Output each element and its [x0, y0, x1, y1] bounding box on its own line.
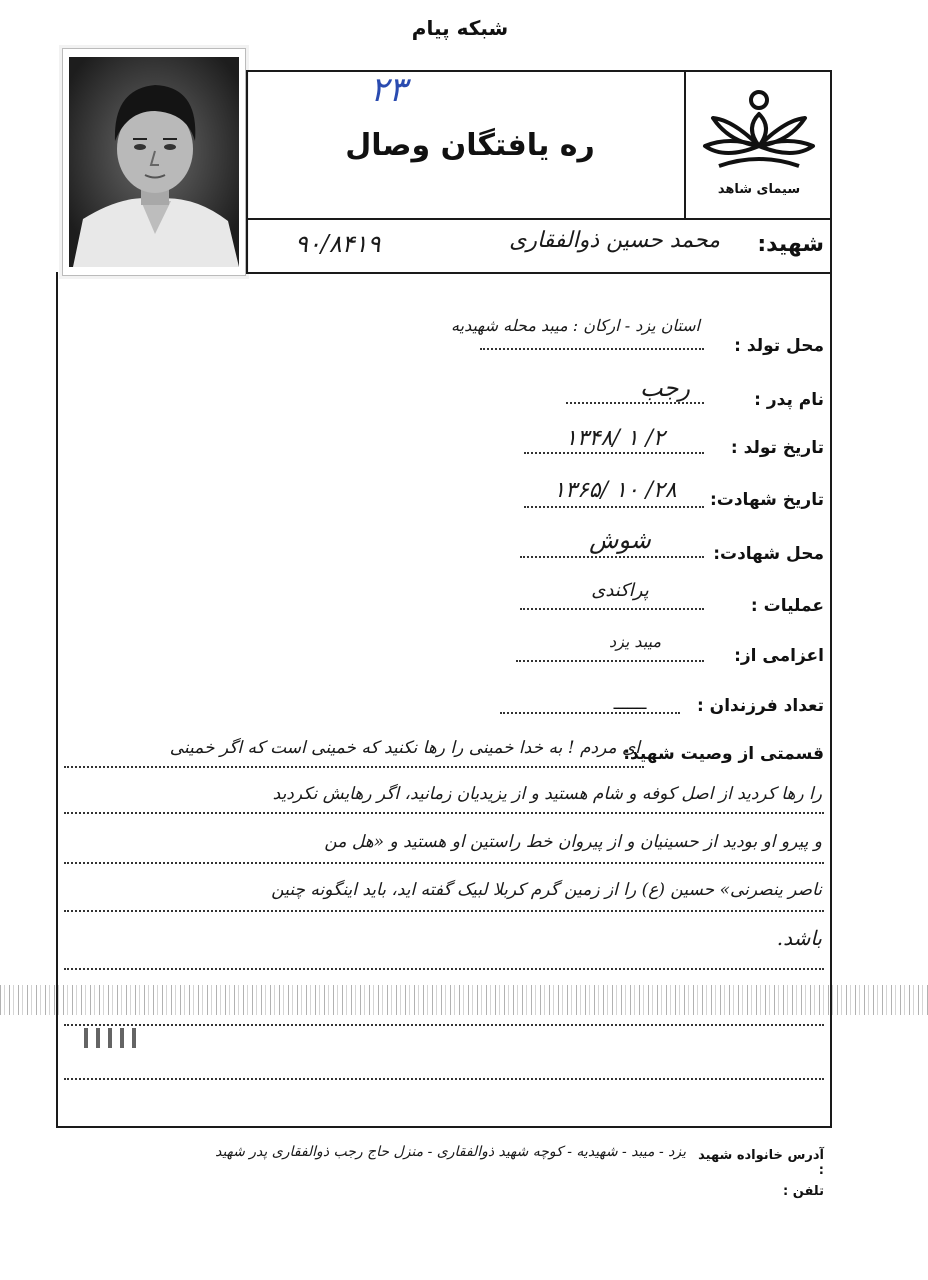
birthplace-dots — [480, 348, 704, 350]
dispatched-value: میبد یزد — [608, 632, 662, 651]
father-value: رجب — [640, 374, 690, 402]
martyrdate-label: تاریخ شهادت: — [709, 490, 824, 510]
scan-artifact — [0, 985, 928, 1015]
dispatched-dots — [516, 660, 704, 662]
will-line-2: را رها کردید از اصل کوفه و شام هستید و از یزیدیان زمانید، اگر رهایش نکردید — [272, 784, 822, 804]
will-dots-7 — [64, 1078, 824, 1080]
birthdate-value: ۱۳۴۸/ ۱ /۲ — [565, 426, 665, 451]
page-title: ره یافتگان وصال — [345, 128, 595, 163]
lotus-tulip-icon — [699, 84, 819, 176]
body-bottom-border — [56, 1126, 832, 1128]
will-line-3: و پیرو او بودید از حسینیان و از پیروان خط راستین او هستید و «هل من — [324, 832, 822, 852]
phone-label: تلفن : — [783, 1184, 824, 1199]
logo — [696, 84, 822, 208]
header-right-border — [830, 70, 832, 1128]
martyrdate-value: ۱۳۶۵/ ۱۰ /۲۸ — [553, 478, 677, 503]
martyr-photo — [62, 48, 246, 276]
will-line-5: باشد. — [776, 926, 822, 950]
father-dots — [566, 402, 704, 404]
shahid-name: محمد حسین ذوالفقاری — [509, 228, 720, 253]
will-dots-1 — [64, 766, 644, 768]
will-label: قسمتی از وصیت شهید: — [623, 744, 824, 764]
children-value: ـــــــ — [613, 694, 647, 713]
portrait-image — [63, 49, 245, 275]
will-dots-5 — [64, 968, 824, 970]
logo-divider — [684, 70, 686, 218]
operation-value: پراکندی — [591, 580, 649, 601]
will-dots-4 — [64, 910, 824, 912]
address-value: یزد - میبد - شهیدیه - کوچه شهید ذوالفقاری - منزل حاج رجب ذوالفقاری پدر شهید — [215, 1144, 686, 1160]
operation-dots — [520, 608, 704, 610]
martyrplace-label: محل شهادت: — [713, 544, 824, 564]
scan-blot — [84, 1028, 144, 1048]
header-top-border — [246, 70, 832, 72]
father-label: نام پدر : — [754, 390, 824, 410]
will-dots-3 — [64, 862, 824, 864]
header-left-border — [246, 70, 248, 272]
shahid-code: ۹۰/۸۴۱۹ — [295, 230, 381, 258]
will-dots-2 — [64, 812, 824, 814]
martyrplace-dots — [520, 556, 704, 558]
birthdate-dots — [524, 452, 704, 454]
header-mid-border — [246, 218, 832, 220]
birthplace-label: محل تولد : — [734, 336, 824, 356]
children-label: تعداد فرزندان : — [696, 696, 824, 716]
network-label: شبکه پیام — [411, 16, 509, 40]
operation-label: عملیات : — [750, 596, 824, 616]
birthplace-value: استان یزد - ارکان : میبد محله شهیدیه — [451, 316, 700, 335]
will-line-1: ای مردم ! به خدا خمینی را رها نکنید که خمینی است که اگر خمینی — [169, 738, 640, 758]
children-dots — [500, 712, 680, 714]
dispatched-label: اعزامی از: — [734, 646, 824, 666]
martyrdate-dots — [524, 506, 704, 508]
logo-caption: سیمای شاهد — [717, 182, 801, 197]
handwritten-number: ۲۳ — [370, 70, 407, 110]
will-line-4: ناصر ینصرنی» حسین (ع) را از زمین گرم کربلا لبیک گفته اید، باید اینگونه چنین — [271, 880, 822, 900]
martyrplace-value: شوش — [589, 526, 651, 554]
will-dots-6 — [64, 1024, 824, 1026]
shahid-label: شهید: — [757, 232, 824, 257]
header-bottom-border — [246, 272, 832, 274]
birthdate-label: تاریخ تولد : — [730, 438, 824, 458]
address-label: آدرس خانواده شهید : — [698, 1148, 824, 1178]
